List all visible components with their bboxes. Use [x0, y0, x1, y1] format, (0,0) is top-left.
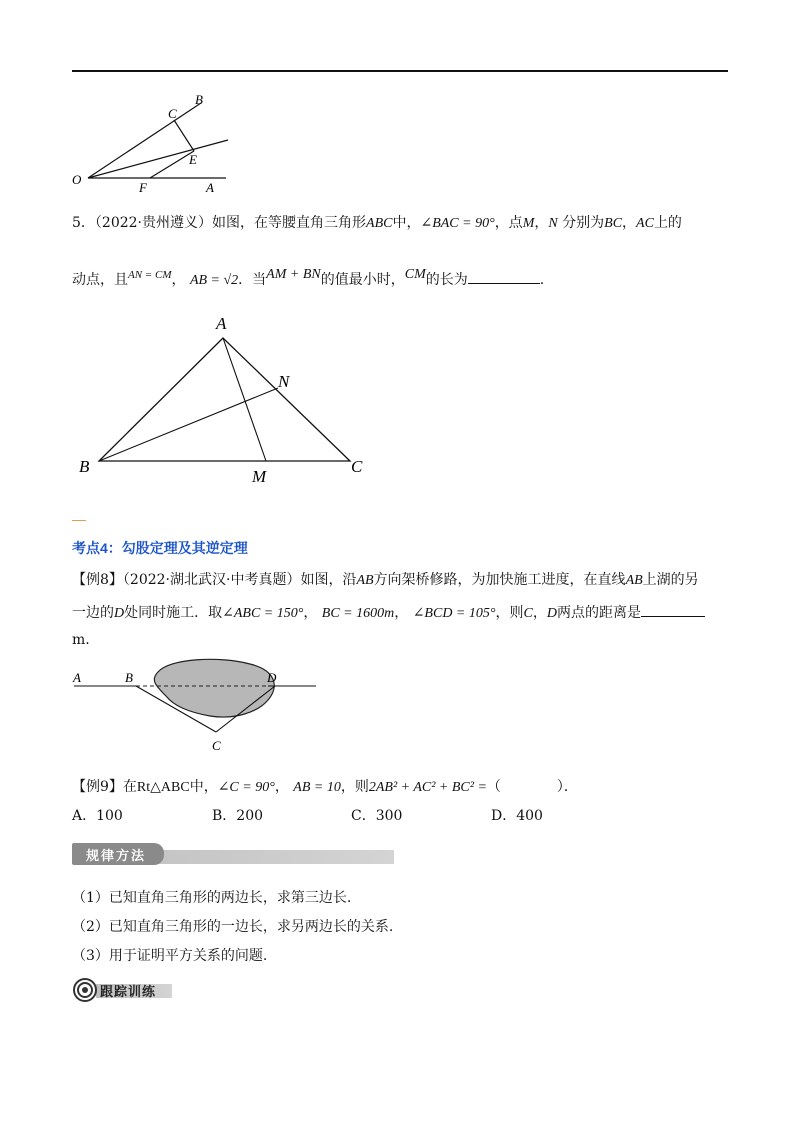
method-item-3: （3）用于证明平方关系的问题.: [72, 948, 268, 964]
ex9-text: ，: [274, 779, 289, 795]
ex8-text: 处同时施工．取: [124, 605, 223, 621]
label-C: C: [212, 738, 221, 753]
method-item-2: （2）已知直角三角形的一边长，求另两边长的关系.: [72, 919, 394, 935]
ex9-math: AB = 10: [293, 780, 341, 795]
figure-lake-bridge: [70, 650, 320, 760]
ex9-option-c[interactable]: C．300: [351, 808, 403, 824]
q5-text: 分别为: [557, 215, 605, 231]
ex8-math: BC = 1600m: [321, 606, 395, 621]
ex8-line1: [72, 570, 699, 591]
ex9-line: [72, 777, 578, 798]
ex9-option-b[interactable]: B．200: [212, 808, 264, 824]
q5-text: .: [539, 272, 545, 288]
ex9-math: 2AB² + AC² + BC² =: [368, 780, 487, 795]
ex8-answer-blank[interactable]: [641, 602, 705, 617]
label-F: F: [139, 180, 147, 195]
q5-line2: [72, 265, 544, 291]
label-O: O: [72, 172, 82, 187]
ex9-math: Rt△ABC: [136, 780, 190, 795]
practice-banner-label: 跟踪训练: [100, 985, 157, 1000]
label-B: B: [79, 457, 90, 476]
ex8-text: 一边的: [72, 605, 114, 621]
method-banner-label: 规律方法: [86, 849, 147, 864]
q5-text: 动点，且: [72, 272, 128, 288]
ex8-text: ，: [532, 605, 547, 621]
ex8-text: 上湖的另: [642, 572, 699, 588]
orange-marker: [72, 520, 86, 521]
ex8-text: ，: [303, 605, 318, 621]
q5-text: 如图，在等腰直角三角形: [212, 215, 367, 231]
label-A: A: [73, 670, 81, 685]
q5-text: ，: [171, 272, 186, 288]
ex8-text: 两点的距离是: [556, 605, 641, 621]
ex8-source: （2022·湖北武汉·中考真题）: [122, 572, 301, 588]
q5-text: ，: [534, 215, 549, 231]
q5-math: AB = √2: [189, 273, 239, 288]
ex8-line2: [72, 602, 705, 624]
ex8-text: 如图，沿: [300, 572, 357, 588]
ex9-text: 中，: [189, 779, 218, 795]
ex9-tag: 【例9】: [72, 779, 123, 795]
ex8-math: C: [523, 606, 533, 621]
header-rule: [72, 70, 728, 72]
ex9-text: ，则: [340, 779, 369, 795]
ex8-math: ∠BCD = 105°: [412, 606, 496, 621]
label-E: E: [189, 152, 197, 167]
q5-text: ，点: [494, 215, 523, 231]
lake-shape: [154, 659, 274, 717]
q5-text: 中，: [392, 215, 421, 231]
q5-number: 5．: [72, 215, 95, 231]
q5-math: ABC: [366, 216, 393, 231]
q5-math: BC: [604, 216, 623, 231]
ex8-text: ，: [394, 605, 409, 621]
ex8-math: D: [114, 606, 125, 621]
label-N: N: [278, 372, 290, 391]
q5-text: ．当: [238, 272, 267, 288]
q5-text: ，: [622, 215, 637, 231]
q5-line1: [72, 213, 682, 234]
q5-text: 的值最小时，: [320, 272, 405, 288]
q5-source: （2022·贵州遵义）: [94, 215, 213, 231]
q5-math: M: [522, 216, 535, 231]
ex8-math: AB: [356, 573, 374, 588]
label-M: M: [252, 467, 267, 486]
ex9-text: 在: [122, 779, 137, 795]
q5-math: AC: [636, 216, 654, 231]
section-heading: 考点4：勾股定理及其逆定理: [72, 540, 248, 556]
ex9-option-d[interactable]: D．400: [491, 808, 543, 824]
ex8-unit: m.: [72, 632, 90, 648]
figure-triangle-abc: [70, 305, 380, 490]
q5-math: ∠BAC = 90°: [420, 216, 495, 231]
ex8-math: ∠ABC = 150°: [222, 606, 304, 621]
label-B: B: [125, 670, 133, 685]
q5-math: N: [548, 216, 558, 231]
ex8-text: 方向架桥修路，为加快施工进度，在直线: [373, 572, 626, 588]
ex8-text: ，则: [495, 605, 524, 621]
label-D: D: [267, 670, 277, 685]
q5-math: CM: [404, 267, 426, 282]
ex9-math: ∠C = 90°: [217, 780, 275, 795]
label-C: C: [168, 106, 177, 121]
label-C: C: [351, 457, 363, 476]
target-icon: [72, 977, 98, 1003]
label-B: B: [195, 92, 203, 107]
q5-text: 的长为: [425, 272, 468, 288]
q5-math: AM + BN: [266, 267, 321, 282]
ex9-text: （ ）．: [486, 779, 578, 795]
ex8-math: D: [546, 606, 557, 621]
ex8-math: AB: [625, 573, 643, 588]
label-A: A: [216, 314, 227, 333]
ex9-option-a[interactable]: A．100: [72, 808, 123, 824]
q5-math: AN = CM: [128, 269, 172, 281]
method-item-1: （1）已知直角三角形的两边长，求第三边长.: [72, 890, 352, 906]
figure-angle-rays: [66, 88, 246, 198]
q5-text: 上的: [653, 215, 682, 231]
label-A: A: [206, 180, 214, 195]
q5-answer-blank[interactable]: [468, 269, 540, 284]
ex8-tag: 【例8】: [72, 572, 123, 588]
